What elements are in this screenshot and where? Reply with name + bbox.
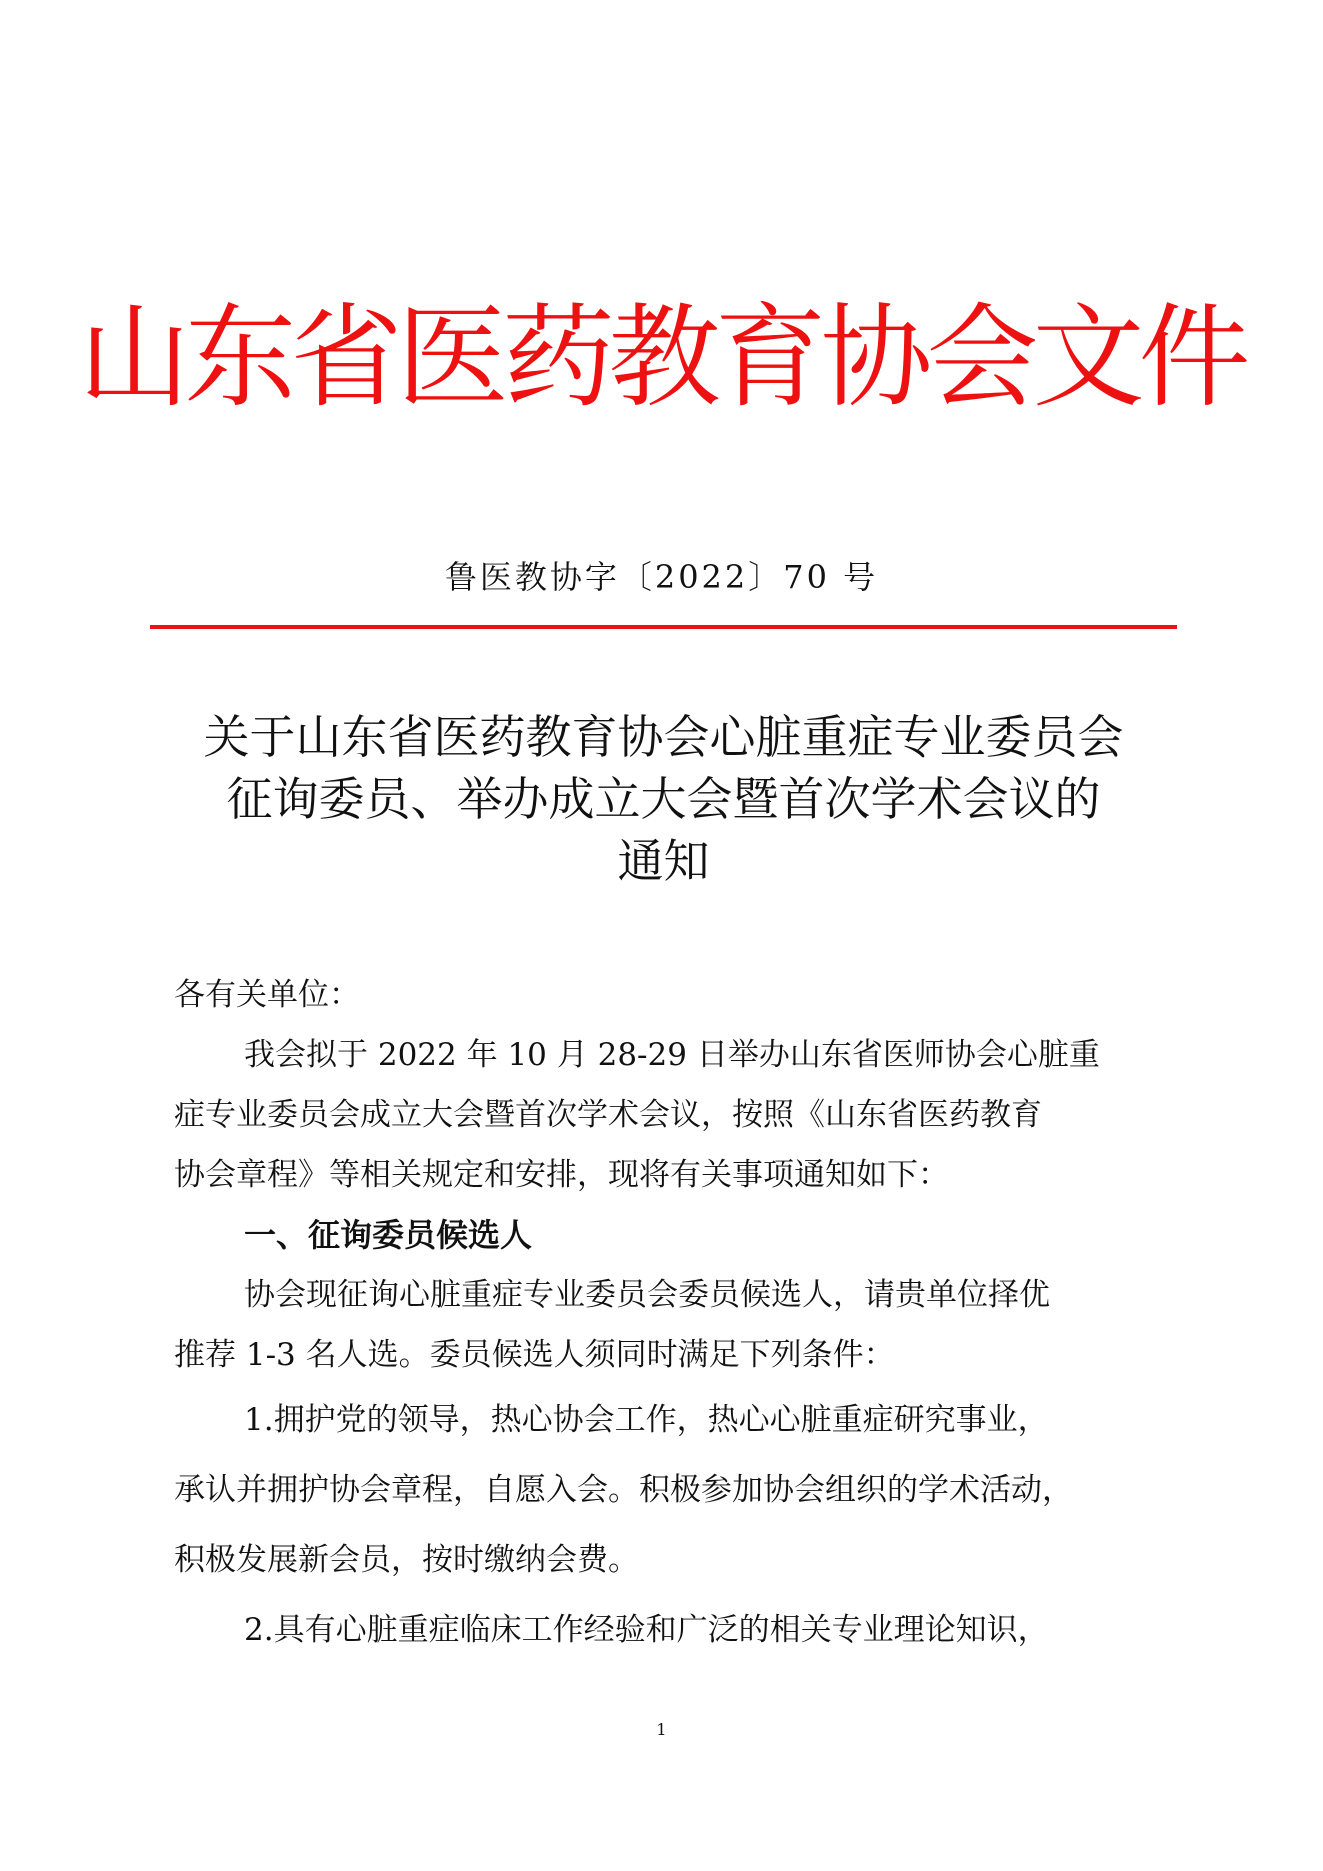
document-body (174, 965, 1174, 1665)
masthead-title: 山东省医药教育协会文件 (78, 293, 1245, 423)
title-line-2: 征询委员、举办成立大会暨首次学术会议的 (226, 772, 1101, 826)
title-line-3: 通知 (617, 834, 710, 888)
section1-line-2: 推荐 1-3 名人选。委员候选人须同时满足下列条件： (174, 1337, 895, 1373)
page-number: 1 (656, 1720, 667, 1739)
red-divider-line (150, 625, 1177, 629)
document-number: 鲁医教协字〔2022〕70 号 (444, 558, 879, 596)
section1-heading: 一、征询委员候选人 (244, 1216, 533, 1254)
intro-line-3: 协会章程》等相关规定和安排，现将有关事项通知如下： (174, 1157, 949, 1193)
condition1-line-3: 积极发展新会员，按时缴纳会费。 (174, 1542, 639, 1578)
title-line-1: 关于山东省医药教育协会心脏重症专业委员会 (203, 710, 1124, 764)
condition1-line-2: 承认并拥护协会章程，自愿入会。积极参加协会组织的学术活动， (174, 1472, 1073, 1508)
notice-title (150, 706, 1177, 892)
condition2-line-1: 2.具有心脏重症临床工作经验和广泛的相关专业理论知识， (244, 1612, 1049, 1648)
salutation: 各有关单位： (174, 977, 360, 1013)
intro-line-2: 症专业委员会成立大会暨首次学术会议，按照《山东省医药教育 (174, 1097, 1042, 1133)
intro-line-1: 我会拟于 2022 年 10 月 28-29 日举办山东省医师协会心脏重 (244, 1037, 1100, 1073)
condition1-line-1: 1.拥护党的领导，热心协会工作，热心心脏重症研究事业， (244, 1402, 1049, 1438)
section1-line-1: 协会现征询心脏重症专业委员会委员候选人，请贵单位择优 (244, 1277, 1050, 1313)
